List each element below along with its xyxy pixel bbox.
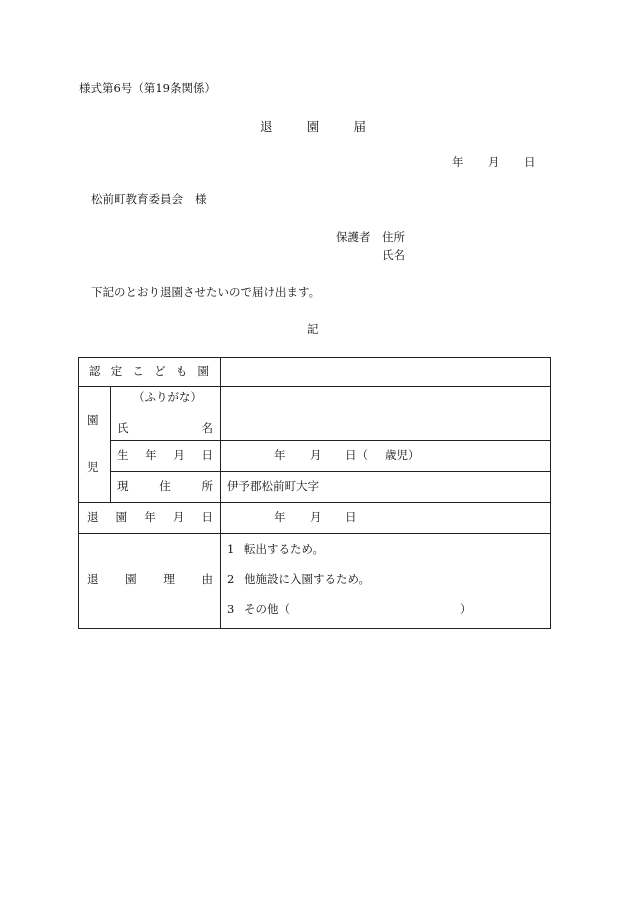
addressee-honorific: 様 <box>195 192 207 206</box>
label-char: 理 <box>163 572 175 586</box>
withdraw-day: 日 <box>345 510 357 524</box>
withdraw-date-label <box>87 512 213 524</box>
guardian-name-label: 氏名 <box>382 248 405 262</box>
facility-value[interactable] <box>221 359 550 385</box>
withdraw-year: 年 <box>274 510 286 524</box>
birth-month: 月 <box>310 448 322 462</box>
label-char: 住 <box>159 479 171 493</box>
facility-label <box>89 366 209 378</box>
reason-1-text: 転出するため。 <box>244 542 325 556</box>
birth-year: 年 <box>274 448 286 462</box>
label-char: 現 <box>117 479 129 493</box>
label-char: も <box>175 364 188 378</box>
withdraw-month: 月 <box>310 510 322 524</box>
table-divider <box>79 533 550 534</box>
reason-1-number: 1 <box>227 542 235 556</box>
furigana-label: （ふりがな） <box>133 390 202 404</box>
label-char: 所 <box>201 479 213 493</box>
date-day: 日 <box>524 155 536 169</box>
birth-age: 歳児） <box>385 448 420 462</box>
label-char: 氏 <box>117 421 129 435</box>
name-label <box>117 423 213 435</box>
addressee-name: 松前町教育委員会 <box>91 192 183 206</box>
birth-day: 日（ <box>345 448 368 462</box>
withdrawal-form-table <box>78 357 551 629</box>
title-char: 退 <box>260 119 273 134</box>
address-label <box>117 481 213 493</box>
reason-3-text: その他（ <box>244 602 290 616</box>
label-char: 園 <box>125 572 137 586</box>
label-char: 日 <box>201 510 213 524</box>
label-char: ど <box>154 364 166 378</box>
form-number: 様式第6号（第19条関係） <box>79 81 216 95</box>
title-char: 届 <box>353 119 366 134</box>
reason-3-close: ） <box>460 602 472 616</box>
label-char: 年 <box>145 448 157 462</box>
birth-label <box>117 450 213 462</box>
table-divider <box>110 386 111 502</box>
child-group-label-1: 園 <box>87 413 99 427</box>
label-char: 生 <box>117 448 129 462</box>
label-char: 由 <box>201 572 213 586</box>
label-char: 月 <box>173 448 185 462</box>
label-char: 退 <box>87 572 99 586</box>
label-char: 月 <box>172 510 185 524</box>
guardian-address-label: 住所 <box>382 230 405 244</box>
name-value[interactable] <box>221 387 550 439</box>
table-divider <box>110 471 550 472</box>
child-group-label-2: 児 <box>87 460 99 474</box>
title-char: 園 <box>306 119 320 134</box>
date-month: 月 <box>488 155 500 169</box>
label-char: 園 <box>115 510 128 524</box>
address-value: 伊予郡松前町大字 <box>227 479 319 493</box>
table-divider <box>110 440 550 441</box>
document-title <box>260 121 366 134</box>
date-year: 年 <box>452 155 464 169</box>
label-char: 退 <box>87 510 99 524</box>
ki-label: 記 <box>307 322 319 336</box>
table-divider <box>79 502 550 503</box>
label-char: 定 <box>110 364 123 378</box>
label-char: 日 <box>201 448 213 462</box>
label-char: 園 <box>197 364 209 378</box>
reason-3-number: 3 <box>227 602 235 616</box>
reason-2-number: 2 <box>227 572 235 586</box>
label-char: こ <box>132 364 144 378</box>
intro-text: 下記のとおり退園させたいので届け出ます。 <box>91 285 321 299</box>
label-char: 名 <box>201 421 213 435</box>
label-char: 認 <box>89 364 101 378</box>
reason-label <box>87 574 213 586</box>
guardian-label: 保護者 <box>336 230 371 244</box>
label-char: 年 <box>144 510 156 524</box>
reason-2-text: 他施設に入園するため。 <box>244 572 371 586</box>
